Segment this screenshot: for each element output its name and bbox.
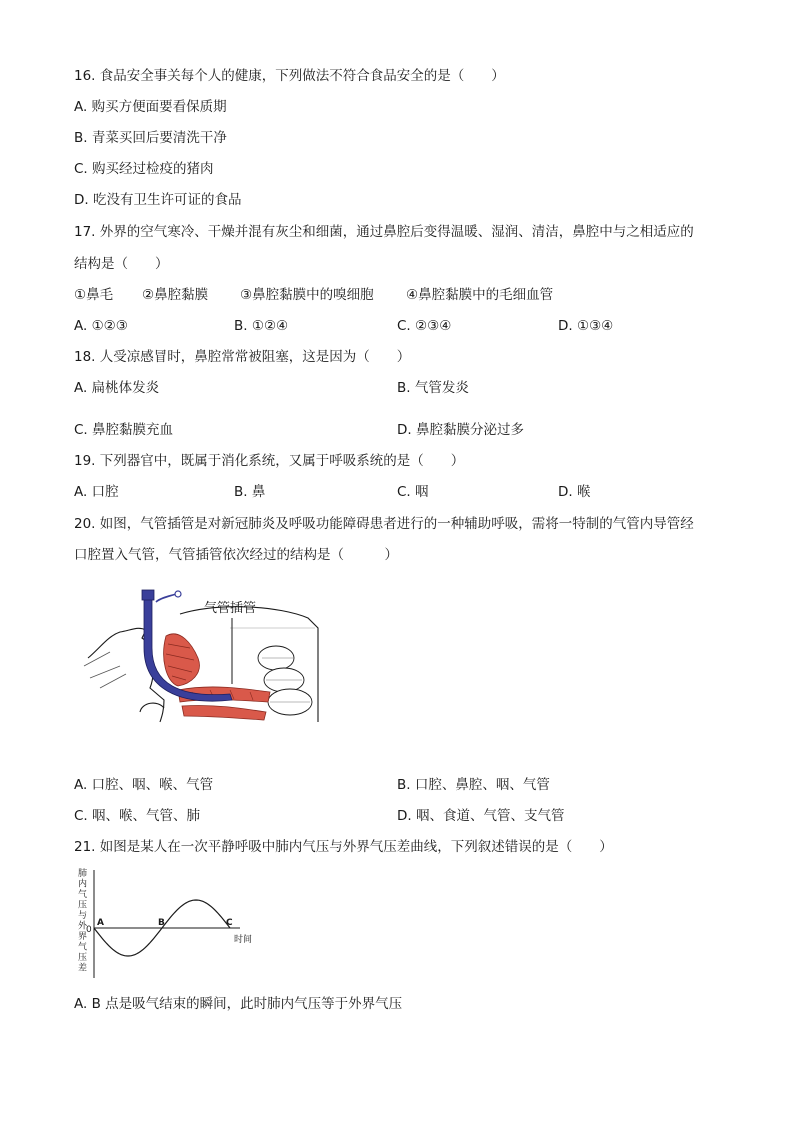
q17-option-c: C. ②③④ (397, 318, 452, 334)
q20-option-b: B. 口腔、鼻腔、咽、气管 (397, 777, 550, 793)
q16-option-c: C. 购买经过检疫的猪肉 (74, 161, 214, 177)
q20-stem-line2: 口腔置入气管，气管插管依次经过的结构是（ ） (74, 547, 398, 563)
q17-item-4: ④鼻腔黏膜中的毛细血管 (406, 287, 554, 303)
vertebrae (258, 646, 312, 715)
q18-option-b: B. 气管发炎 (397, 380, 469, 396)
q19-option-b: B. 鼻 (234, 484, 266, 500)
intubation-figure (80, 588, 320, 728)
q16-stem: 16. 食品安全事关每个人的健康，下列做法不符合食品安全的是（ ） (74, 68, 505, 84)
q19-option-d: D. 喉 (558, 484, 591, 500)
tongue-tissue (164, 634, 200, 686)
q20-stem-line1: 20. 如图，气管插管是对新冠肺炎及呼吸功能障碍患者进行的一种辅助呼吸，需将一特制的气管内导管经 (74, 516, 694, 532)
cuff-line (156, 594, 176, 602)
origin-label: 0 (86, 925, 92, 935)
point-label-b: B (158, 918, 165, 928)
q17-stem-line1: 17. 外界的空气寒冷、干燥并混有灰尘和细菌，通过鼻腔后变得温暖、湿润、清洁，鼻腔中与之相适应的 (74, 224, 694, 240)
q18-stem: 18. 人受凉感冒时，鼻腔常常被阻塞，这是因为（ ） (74, 349, 411, 365)
q17-item-3: ③鼻腔黏膜中的嗅细胞 (240, 287, 374, 303)
chart-ylabel: 肺内气压与外界气压差 (78, 869, 88, 974)
q21-stem: 21. 如图是某人在一次平静呼吸中肺内气压与外界气压差曲线，下列叙述错误的是（ ） (74, 839, 613, 855)
q17-option-a: A. ①②③ (74, 318, 128, 334)
q20-option-a: A. 口腔、咽、喉、气管 (74, 777, 214, 793)
q16-option-a: A. 购买方便面要看保质期 (74, 99, 227, 115)
tube-connector (142, 590, 154, 600)
tube-label: 气管插管 (204, 601, 257, 616)
q18-option-a: A. 扁桃体发炎 (74, 380, 160, 396)
q19-option-c: C. 咽 (397, 484, 429, 500)
pressure-chart (72, 866, 272, 986)
q17-item-2: ②鼻腔黏膜 (142, 287, 209, 303)
q18-option-d: D. 鼻腔黏膜分泌过多 (397, 422, 524, 438)
point-label-c: C (226, 918, 233, 928)
x-axis-label: 时间 (234, 935, 253, 945)
q16-option-b: B. 青菜买回后要清洗干净 (74, 130, 227, 146)
q18-option-c: C. 鼻腔黏膜充血 (74, 422, 174, 438)
q17-option-b: B. ①②④ (234, 318, 289, 334)
q17-item-1: ①鼻毛 (74, 287, 114, 303)
q17-stem-line2: 结构是（ ） (74, 256, 169, 272)
q17-option-d: D. ①③④ (558, 318, 614, 334)
esophagus-tissue (182, 705, 266, 720)
q20-option-d: D. 咽、食道、气管、支气管 (397, 808, 565, 824)
q19-stem: 19. 下列器官中，既属于消化系统，又属于呼吸系统的是（ ） (74, 453, 465, 469)
q16-option-d: D. 吃没有卫生许可证的食品 (74, 192, 242, 208)
ear-shape (140, 703, 164, 712)
q19-option-a: A. 口腔 (74, 484, 119, 500)
q21-option-a: A. B 点是吸气结束的瞬间，此时肺内气压等于外界气压 (74, 996, 403, 1012)
point-label-a: A (97, 918, 104, 928)
q20-option-c: C. 咽、喉、气管、肺 (74, 808, 201, 824)
